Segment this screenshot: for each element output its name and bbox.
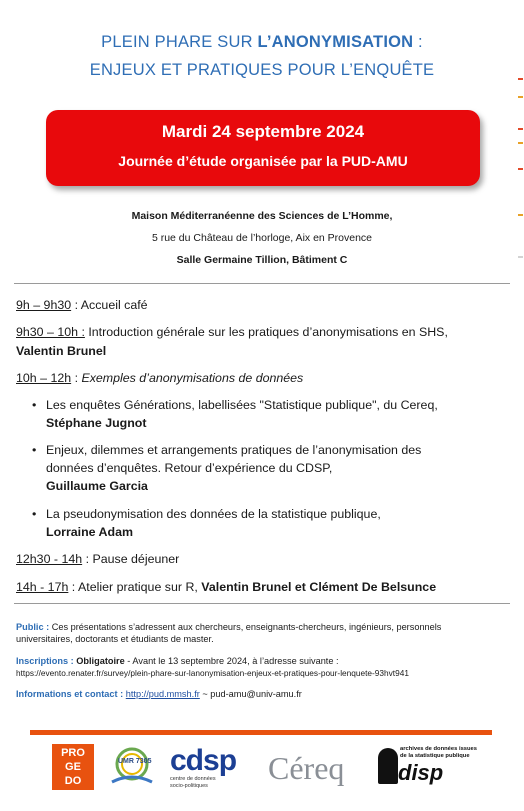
divider-top: [14, 283, 510, 284]
website-link[interactable]: http://pud.mmsh.fr: [125, 689, 200, 699]
talk-2-speaker: Guillaume Garcia: [46, 479, 148, 493]
bullet-icon: •: [32, 398, 37, 412]
intro-speaker: Valentin Brunel: [16, 344, 107, 358]
bullet-icon: •: [32, 507, 37, 521]
page-title-line1: PLEIN PHARE SUR L’ANONYMISATION :: [101, 33, 423, 51]
program-slot-examples: 10h – 12h : Exemples d’anonymisations de données: [16, 371, 304, 385]
contact-email[interactable]: pud-amu@univ-amu.fr: [210, 689, 302, 699]
venue-name: Maison Méditerranéenne des Sciences de L’Homme,: [131, 210, 393, 222]
page-edge-marks: [516, 0, 524, 811]
divider-bottom: [14, 603, 510, 604]
talk-1-speaker: Stéphane Jugnot: [46, 416, 147, 430]
date-banner: [46, 110, 480, 186]
program-slot-workshop: 14h - 17h : Atelier pratique sur R, Valentin Brunel et Clément De Belsunce: [16, 580, 437, 594]
program-slot-welcome: 9h – 9h30 : Accueil café: [16, 298, 148, 312]
bullet-icon: •: [32, 443, 37, 457]
audience-info: Public : Ces présentations s’adressent aux chercheurs, enseignants-chercheurs, ingénieurs, personnels: [16, 622, 442, 632]
event-date: Mardi 24 septembre 2024: [161, 122, 365, 141]
audience-info-cont: universitaires, doctorants et étudiants de master.: [16, 634, 214, 644]
progedo-logo: PRO GE DO: [52, 744, 94, 790]
page-title-line2: ENJEUX ET PRATIQUES POUR L’ENQUÊTE: [89, 61, 435, 79]
contact-info: Informations et contact : http://pud.mmsh.fr ~ pud-amu@univ-amu.fr: [16, 689, 302, 699]
talk-3-title: La pseudonymisation des données de la statistique publique,: [46, 507, 381, 521]
cdsp-logo: cdsp centre de données socio-politiques: [170, 744, 237, 789]
event-subtitle: Journée d’étude organisée par la PUD-AMU: [118, 153, 408, 169]
registration-link[interactable]: https://evento.renater.fr/survey/plein-phare-sur-lanonymisation-enjeux-et-pratiques-pour-lenquete-93hvt941: [16, 668, 409, 678]
talk-2-title-line1: Enjeux, dilemmes et arrangements pratiques de l’anonymisation des: [46, 443, 422, 457]
talk-2-title-line2: données d’enquêtes. Retour d’expérience du CDSP,: [46, 461, 333, 475]
program-slot-intro: 9h30 – 10h : Introduction générale sur les pratiques d’anonymisations en SHS,: [16, 325, 448, 339]
adisp-logo: archives de données issues de la statistique publique disp: [378, 744, 488, 794]
umr-logo: UMR 7305: [106, 742, 158, 792]
program-slot-lunch: 12h30 - 14h : Pause déjeuner: [16, 552, 180, 566]
title-bold-keyword: L’ANONYMISATION: [257, 33, 414, 51]
cereq-logo: Céreq: [268, 750, 345, 786]
venue-room: Salle Germaine Tillion, Bâtiment C: [176, 254, 348, 266]
venue-address: 5 rue du Château de l’horloge, Aix en Provence: [151, 232, 373, 244]
registration-info: Inscriptions : Obligatoire - Avant le 13 septembre 2024, à l’adresse suivante :: [16, 656, 339, 666]
accent-bar: [30, 730, 492, 735]
talk-1-title: Les enquêtes Générations, labellisées "Statistique publique", du Cereq,: [46, 398, 438, 412]
talk-3-speaker: Lorraine Adam: [46, 525, 133, 539]
